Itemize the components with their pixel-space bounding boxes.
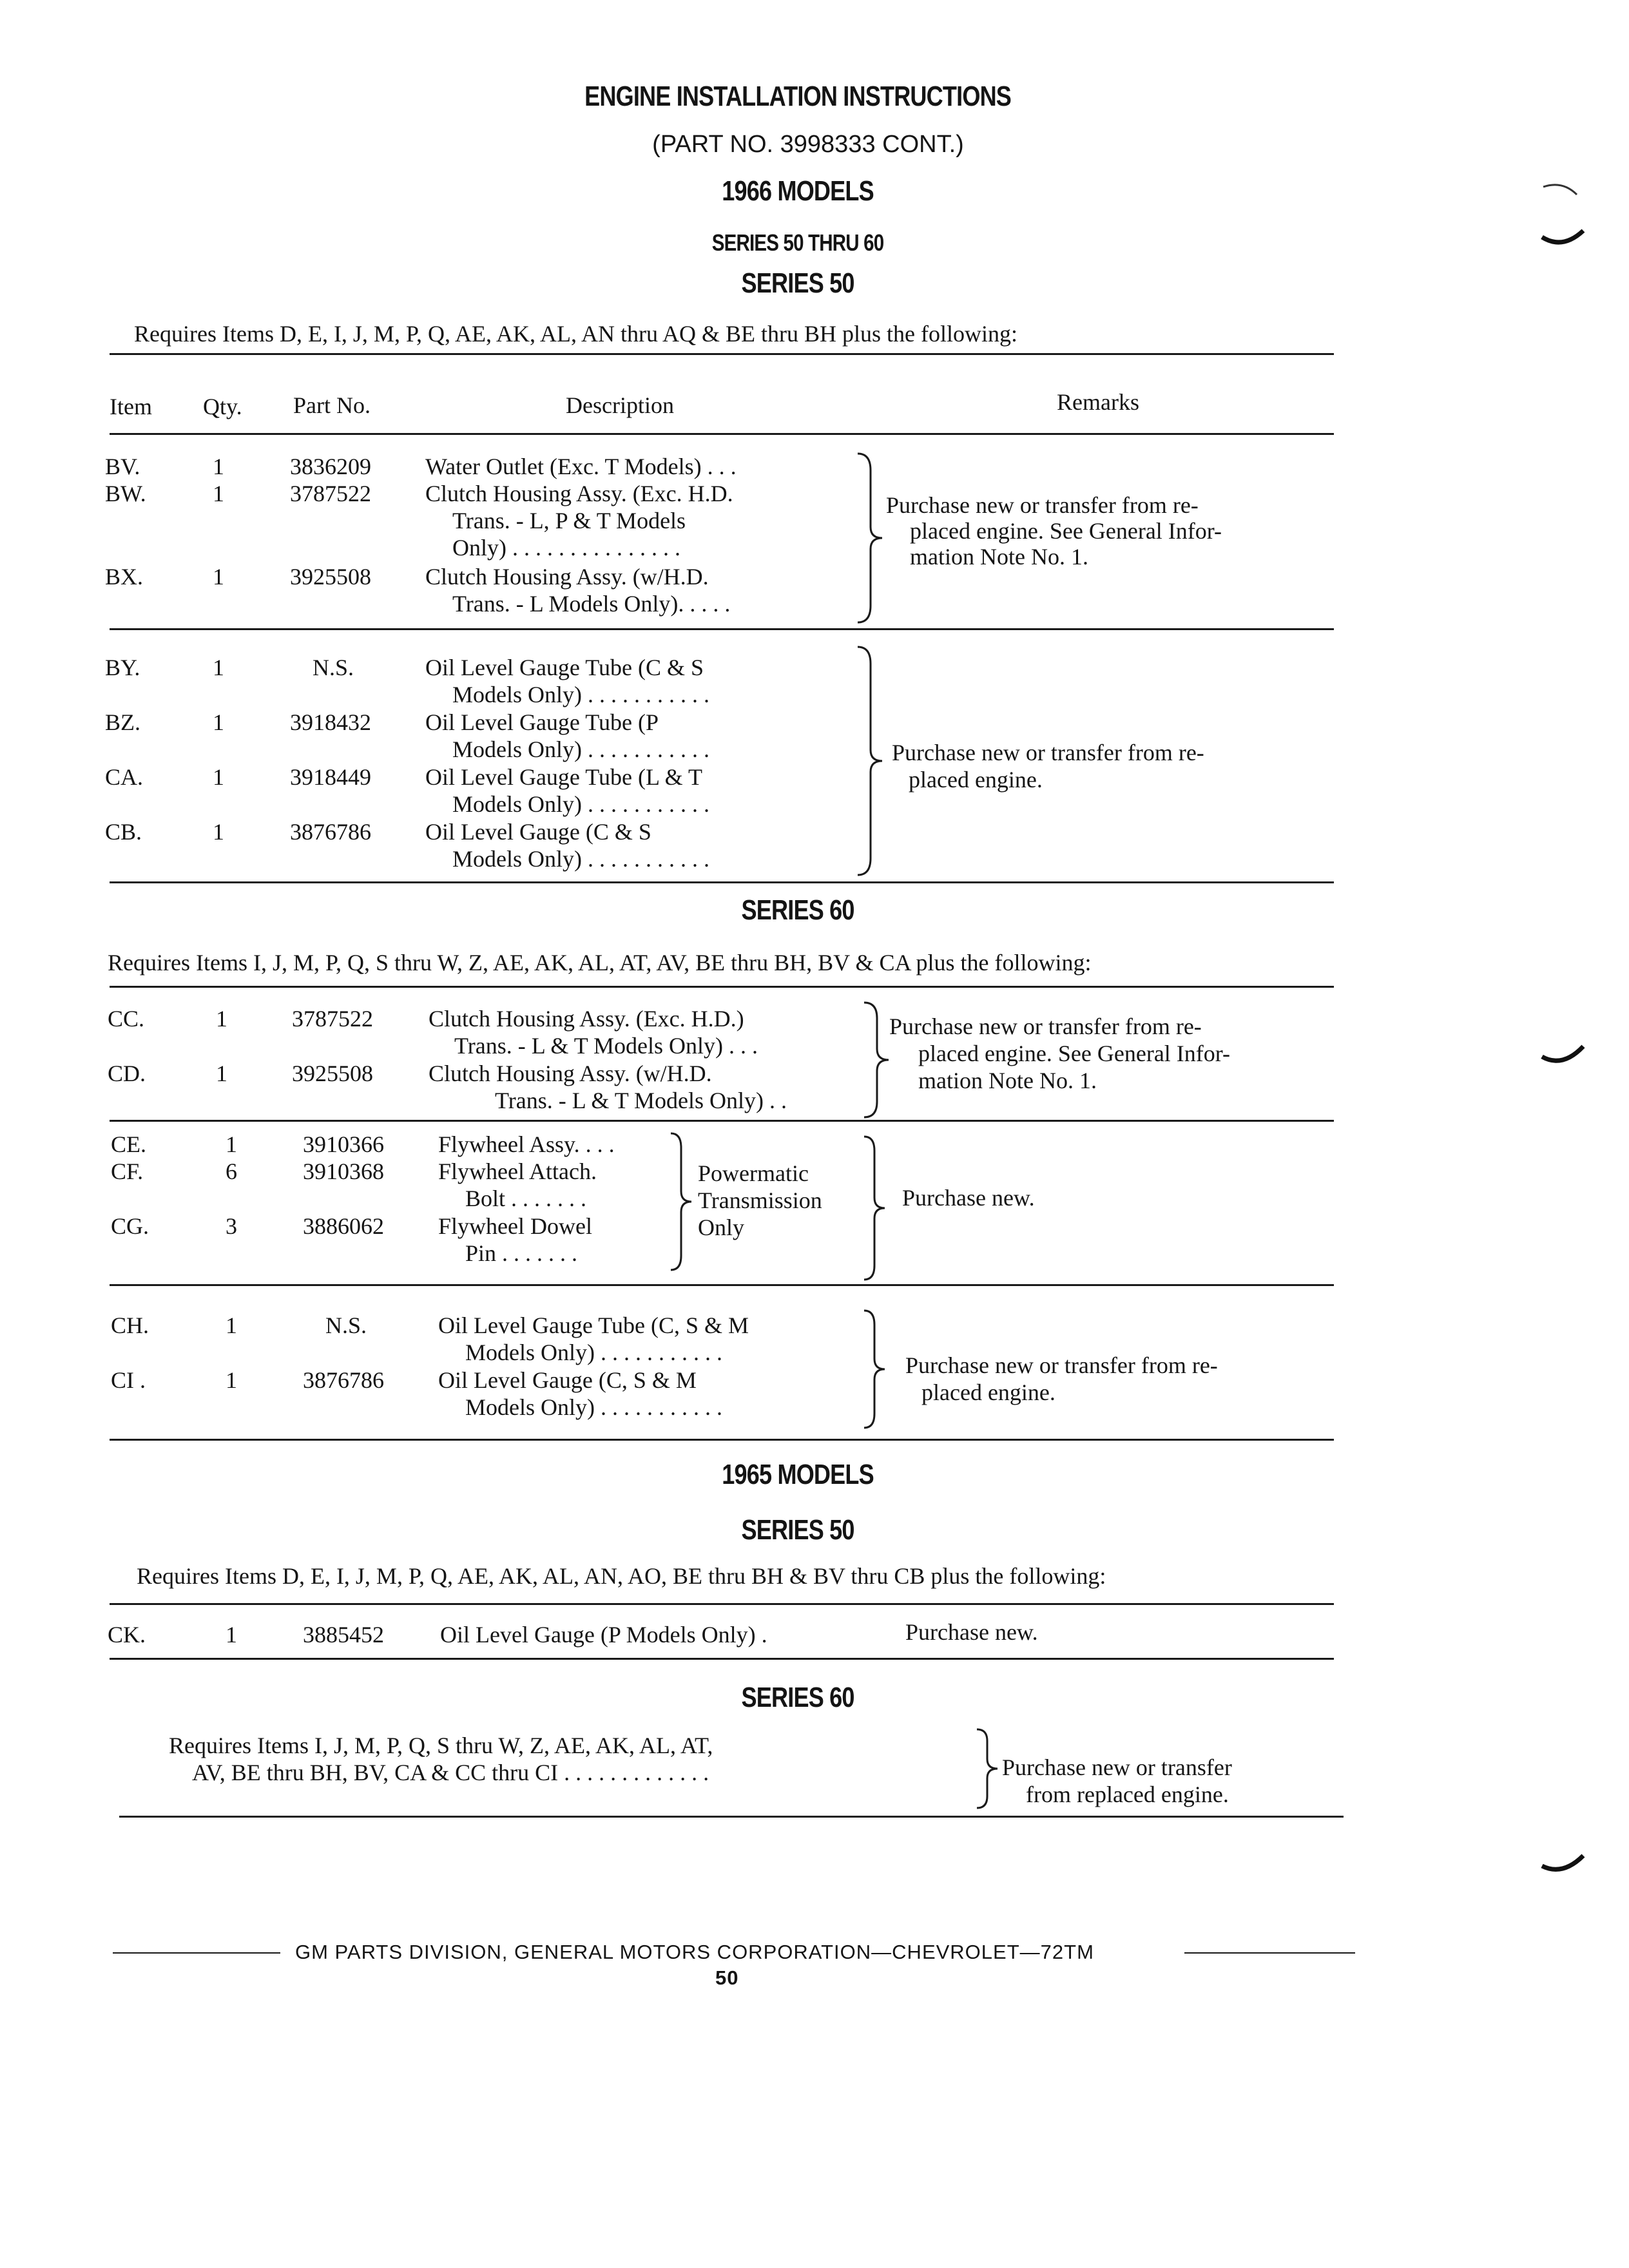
table-row-part: 3910368 — [303, 1158, 384, 1184]
models-1965-heading: 1965 MODELS — [722, 1459, 874, 1490]
table-row-part: N.S. — [313, 655, 354, 680]
table-row-qty: 1 — [213, 764, 224, 790]
table-row-qty: 1 — [216, 1061, 227, 1086]
series-60-heading: SERIES 60 — [741, 894, 854, 926]
table-row-desc: Oil Level Gauge Tube (L & T — [425, 764, 702, 790]
table-row-qty: 1 — [213, 564, 224, 590]
col-header-description: Description — [566, 392, 674, 418]
table-row-desc: Models Only) . . . . . . . . . . . — [452, 846, 709, 872]
table-row-part: 3925508 — [292, 1061, 373, 1086]
table-row-part: 3836209 — [290, 454, 371, 479]
table-row-desc: Models Only) . . . . . . . . . . . — [465, 1394, 722, 1420]
brace-icon — [854, 644, 886, 878]
divider — [110, 1284, 1334, 1286]
requires-1966-series-50: Requires Items D, E, I, J, M, P, Q, AE, AK, AL, AN thru AQ & BE thru BH plus the following: — [134, 321, 1017, 347]
divider — [119, 1816, 1344, 1818]
remark-text: Purchase new. — [902, 1185, 1035, 1211]
table-row-item: CC. — [108, 1006, 145, 1032]
brace-icon — [860, 1000, 892, 1120]
divider — [110, 986, 1334, 988]
table-row-part: 3886062 — [303, 1213, 384, 1239]
table-row-qty: 1 — [226, 1312, 237, 1338]
remark-text: placed engine. — [921, 1379, 1055, 1405]
table-row-item: CH. — [111, 1312, 149, 1338]
table-row-item: CB. — [105, 819, 142, 845]
brace-icon — [860, 1134, 889, 1282]
divider — [110, 433, 1334, 435]
table-row-desc: Flywheel Dowel — [438, 1213, 592, 1239]
series-50-1965-heading: SERIES 50 — [741, 1514, 854, 1546]
table-row-item: BX. — [105, 564, 144, 590]
footer-text: GM PARTS DIVISION, GENERAL MOTORS CORPORATION—CHEVROLET—72TM — [295, 1941, 1094, 1963]
table-row-part: 3787522 — [292, 1006, 373, 1032]
table-row-item: CE. — [111, 1131, 147, 1157]
remark-text: mation Note No. 1. — [918, 1068, 1097, 1093]
remark-text: placed engine. See General Infor- — [918, 1041, 1231, 1066]
table-row-qty: 6 — [226, 1158, 237, 1184]
table-row-desc: Flywheel Attach. — [438, 1158, 597, 1184]
brace-icon — [973, 1727, 1001, 1811]
footer-rule-left — [113, 1952, 280, 1954]
remark-text: Purchase new or transfer from re- — [889, 1014, 1202, 1039]
document-title: ENGINE INSTALLATION INSTRUCTIONS — [584, 81, 1012, 112]
binder-hole-mark — [1537, 1005, 1588, 1082]
series-60-1965-heading: SERIES 60 — [741, 1682, 854, 1713]
divider — [110, 1120, 1334, 1122]
table-row-part: N.S. — [325, 1312, 367, 1338]
table-row-qty: 1 — [226, 1622, 237, 1648]
table-row-desc: Models Only) . . . . . . . . . . . — [452, 682, 709, 707]
table-row-desc: Trans. - L & T Models Only) . . — [495, 1088, 787, 1113]
table-row-desc: Oil Level Gauge (C & S — [425, 819, 651, 845]
table-row-qty: 1 — [213, 454, 224, 479]
binder-hole-mark — [1537, 174, 1588, 264]
table-row-qty: 1 — [216, 1006, 227, 1032]
table-row-qty: 1 — [213, 819, 224, 845]
models-1966-heading: 1966 MODELS — [722, 175, 874, 207]
table-row-desc: Oil Level Gauge Tube (C & S — [425, 655, 704, 680]
table-row-item: CG. — [111, 1213, 149, 1239]
table-row-item: CA. — [105, 764, 144, 790]
table-row-part: 3910366 — [303, 1131, 384, 1157]
table-row-qty: 1 — [226, 1367, 237, 1393]
remark-text: from replaced engine. — [1026, 1782, 1229, 1807]
remark-text: placed engine. See General Infor- — [910, 518, 1222, 544]
brace-icon — [860, 1308, 889, 1430]
brace-icon — [667, 1131, 695, 1273]
table-row-desc: Oil Level Gauge (C, S & M — [438, 1367, 697, 1393]
table-row-item: CF. — [111, 1158, 144, 1184]
divider — [110, 1658, 1334, 1660]
table-row-desc: Bolt . . . . . . . — [465, 1186, 587, 1211]
powermatic-note: Only — [698, 1215, 744, 1240]
table-row-desc: Clutch Housing Assy. (w/H.D. — [429, 1061, 712, 1086]
table-row-desc: Clutch Housing Assy. (Exc. H.D. — [425, 481, 733, 506]
table-row-desc: Models Only) . . . . . . . . . . . — [465, 1340, 722, 1365]
part-number: (PART NO. 3998333 CONT.) — [652, 131, 964, 158]
table-row-desc: Models Only) . . . . . . . . . . . — [452, 791, 709, 817]
table-row-desc: Oil Level Gauge Tube (C, S & M — [438, 1312, 749, 1338]
table-row-desc: Oil Level Gauge Tube (P — [425, 709, 659, 735]
table-row-part: 3918432 — [290, 709, 371, 735]
table-row-part: 3787522 — [290, 481, 371, 506]
col-header-part-no: Part No. — [293, 392, 371, 418]
requires-1965-series-50: Requires Items D, E, I, J, M, P, Q, AE, AK, AL, AN, AO, BE thru BH & BV thru CB plus the following: — [137, 1563, 1106, 1589]
divider — [110, 628, 1334, 630]
table-row-item: BY. — [105, 655, 140, 680]
series-50-heading: SERIES 50 — [741, 267, 854, 299]
table-row-part: 3885452 — [303, 1622, 384, 1648]
table-row-desc: Models Only) . . . . . . . . . . . — [452, 736, 709, 762]
table-row-desc: Clutch Housing Assy. (w/H.D. — [425, 564, 709, 590]
table-row-desc: Trans. - L, P & T Models — [452, 508, 686, 533]
table-row-desc: Trans. - L & T Models Only) . . . — [454, 1033, 758, 1059]
remark-text: Purchase new. — [905, 1619, 1038, 1645]
divider — [110, 1439, 1334, 1441]
remark-text: Purchase new or transfer — [1002, 1754, 1232, 1780]
table-row-item: CD. — [108, 1061, 146, 1086]
table-row-part: 3918449 — [290, 764, 371, 790]
divider — [110, 353, 1334, 355]
remark-text: mation Note No. 1. — [910, 544, 1088, 570]
table-row-part: 3925508 — [290, 564, 371, 590]
table-row-desc: Flywheel Assy. . . . — [438, 1131, 615, 1157]
table-row-desc: Clutch Housing Assy. (Exc. H.D.) — [429, 1006, 744, 1032]
table-row-desc: Water Outlet (Exc. T Models) . . . — [425, 454, 737, 479]
table-row-desc: Oil Level Gauge (P Models Only) . — [440, 1622, 767, 1648]
table-row-part: 3876786 — [290, 819, 371, 845]
requires-1965-series-60: AV, BE thru BH, BV, CA & CC thru CI . . . . . . . . . . . . . — [192, 1760, 709, 1785]
table-row-item: CK. — [108, 1622, 146, 1648]
brace-icon — [854, 451, 886, 625]
table-row-item: CI . — [111, 1367, 146, 1393]
table-row-qty: 3 — [226, 1213, 237, 1239]
table-row-qty: 1 — [213, 655, 224, 680]
col-header-item: Item — [110, 394, 152, 419]
table-row-qty: 1 — [213, 481, 224, 506]
divider — [110, 1603, 1334, 1605]
remark-text: Purchase new or transfer from re- — [886, 492, 1199, 518]
binder-hole-mark — [1537, 1830, 1588, 1907]
table-row-desc: Only) . . . . . . . . . . . . . . . — [452, 535, 680, 561]
table-row-desc: Pin . . . . . . . — [465, 1240, 578, 1266]
table-row-qty: 1 — [213, 709, 224, 735]
table-row-part: 3876786 — [303, 1367, 384, 1393]
footer-rule-right — [1184, 1952, 1355, 1954]
requires-1966-series-60: Requires Items I, J, M, P, Q, S thru W, Z, AE, AK, AL, AT, AV, BE thru BH, BV & CA plus the following: — [108, 950, 1092, 975]
requires-1965-series-60: Requires Items I, J, M, P, Q, S thru W, Z, AE, AK, AL, AT, — [169, 1733, 713, 1758]
table-row-item: BV. — [105, 454, 140, 479]
remark-text: placed engine. — [909, 767, 1043, 793]
divider — [110, 881, 1334, 883]
series-range-heading: SERIES 50 THRU 60 — [711, 229, 884, 256]
table-row-item: BZ. — [105, 709, 141, 735]
col-header-remarks: Remarks — [1057, 389, 1139, 415]
table-row-qty: 1 — [226, 1131, 237, 1157]
remark-text: Purchase new or transfer from re- — [905, 1352, 1218, 1378]
col-header-qty: Qty. — [203, 394, 242, 419]
remark-text: Purchase new or transfer from re- — [892, 740, 1204, 765]
powermatic-note: Transmission — [698, 1187, 822, 1213]
table-row-item: BW. — [105, 481, 146, 506]
powermatic-note: Powermatic — [698, 1160, 809, 1186]
table-row-desc: Trans. - L Models Only). . . . . — [452, 591, 731, 617]
page-number: 50 — [715, 1966, 739, 1989]
